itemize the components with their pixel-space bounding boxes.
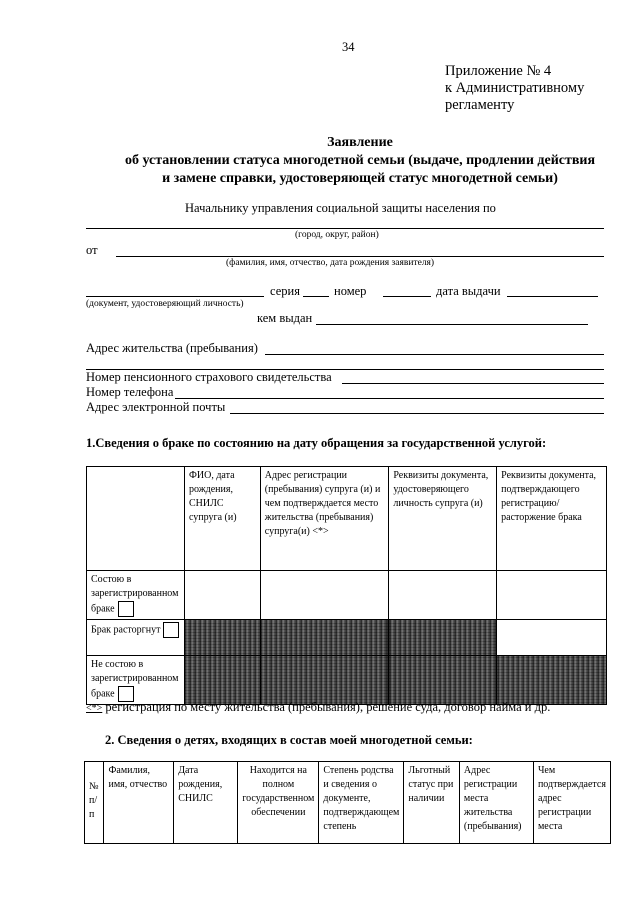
issued-by-label: кем выдан: [257, 311, 313, 325]
addressee-to-head: Начальнику управления социальной защиты населения по: [185, 201, 496, 215]
children-header-name: Фамилия, имя, отчество: [104, 762, 174, 844]
address-field[interactable]: [265, 354, 604, 355]
issue-date-label: дата выдачи: [436, 284, 501, 298]
marriage-row-married: Состою в зарегистрированном браке: [87, 571, 185, 620]
pension-label: Номер пенсионного страхового свидетельства: [86, 370, 332, 384]
marriage-row-divorced: Брак расторгнут: [87, 620, 185, 656]
appendix-line-3: регламенту: [445, 97, 515, 113]
cell-married-fio[interactable]: [184, 571, 260, 620]
appendix-block: [445, 63, 584, 114]
marriage-header-fio: ФИО, дата рождения, СНИЛС супруга (и): [184, 467, 260, 571]
children-header-benefit: Льготный статус при наличии: [404, 762, 460, 844]
children-header-number: № п/п: [85, 762, 104, 844]
cell-not-married-id-doc-shaded: [389, 656, 497, 705]
city-line[interactable]: [86, 228, 604, 229]
issue-date-field[interactable]: [507, 296, 598, 297]
marriage-header-id-doc: Реквизиты документа, удостоверяющего личность супруга (и): [389, 467, 497, 571]
pension-field[interactable]: [342, 383, 604, 384]
series-label: серия: [270, 284, 300, 298]
checkbox-divorced[interactable]: [163, 622, 179, 638]
appendix-line-1: Приложение № 4: [445, 63, 552, 79]
cell-not-married-address-shaded: [260, 656, 389, 705]
cell-divorced-id-doc-shaded: [389, 620, 497, 656]
marriage-header-0: [87, 467, 185, 571]
footnote-text: регистрация по месту жительства (пребывания), решение суда, договор найма и др.: [105, 700, 551, 714]
appendix-line-2: к Административному: [445, 80, 585, 96]
issued-by-field[interactable]: [316, 324, 588, 325]
city-hint: (город, округ, район): [295, 230, 379, 240]
children-header-state-care: Находится на полном государственном обеспечении: [238, 762, 319, 844]
marriage-header-marriage-doc: Реквизиты документа, подтверждающего регистрацию/расторжение брака: [497, 467, 607, 571]
children-table: [84, 761, 611, 844]
series-field[interactable]: [303, 296, 329, 297]
document-title: [80, 134, 640, 188]
number-field[interactable]: [383, 296, 431, 297]
children-header-address: Адрес регистрации места жительства (пребывания): [459, 762, 533, 844]
applicant-line[interactable]: [116, 256, 604, 257]
footnote: [86, 700, 550, 715]
cell-divorced-address-shaded: [260, 620, 389, 656]
cell-not-married-marriage-doc-shaded: [497, 656, 607, 705]
marriage-header-address: Адрес регистрации (пребывания) супруга (и) и чем подтверждается место жительства (пребывания) супруга(и) <*>: [260, 467, 389, 571]
document-line[interactable]: [86, 296, 264, 297]
page-number: 34: [342, 40, 355, 54]
children-header-birth: Дата рождения, СНИЛС: [174, 762, 238, 844]
email-field[interactable]: [230, 413, 604, 414]
title-line-3: и замене справки, удостоверяющей статус многодетной семьи): [162, 171, 558, 186]
marriage-table: [86, 466, 607, 705]
marriage-row-not-married: Не состою в зарегистрированном браке: [87, 656, 185, 705]
cell-married-address[interactable]: [260, 571, 389, 620]
cell-married-id-doc[interactable]: [389, 571, 497, 620]
title-line-2: об установлении статуса многодетной семьи (выдаче, продлении действия: [124, 153, 596, 168]
cell-not-married-fio-shaded: [184, 656, 260, 705]
section2-heading: 2. Сведения о детях, входящих в состав моей многодетной семьи:: [105, 733, 473, 747]
cell-divorced-fio-shaded: [184, 620, 260, 656]
cell-married-marriage-doc[interactable]: [497, 571, 607, 620]
cell-divorced-marriage-doc[interactable]: [497, 620, 607, 656]
section1-heading: 1.Сведения о браке по состоянию на дату обращения за государственной услугой:: [86, 436, 547, 450]
applicant-hint: (фамилия, имя, отчество, дата рождения заявителя): [226, 258, 435, 268]
address-label: Адрес жительства (пребывания): [86, 341, 258, 355]
phone-field[interactable]: [175, 398, 604, 399]
checkbox-married[interactable]: [118, 601, 134, 617]
children-header-kinship: Степень родства и сведения о документе, подтверждающем степень: [319, 762, 404, 844]
title-line-1: Заявление: [327, 135, 393, 150]
phone-label: Номер телефона: [86, 385, 174, 399]
email-label: Адрес электронной почты: [86, 400, 226, 414]
from-label: от: [86, 243, 98, 257]
document-hint: (документ, удостоверяющий личность): [86, 299, 244, 309]
number-label: номер: [334, 284, 367, 298]
footnote-mark: <*>: [86, 703, 103, 714]
children-header-proof: Чем подтверждается адрес регистрации места: [533, 762, 610, 844]
